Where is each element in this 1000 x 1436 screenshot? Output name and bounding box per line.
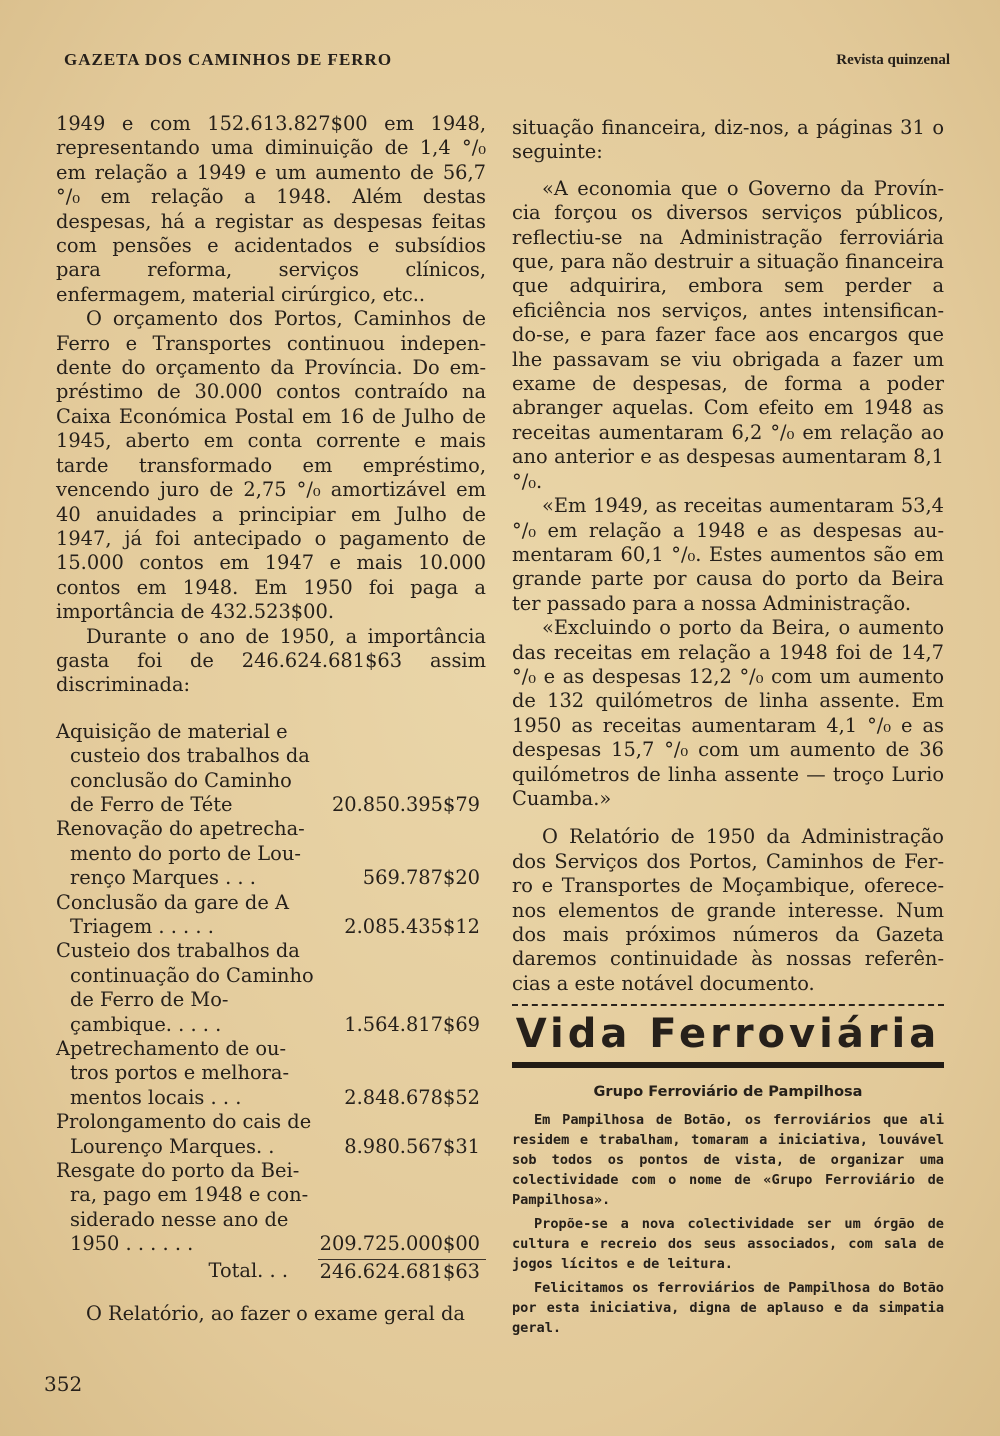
expense-table <box>56 720 486 1284</box>
total-amount: 246.624.681$63 <box>318 1259 486 1284</box>
row-amount: 20.850.395$79 <box>331 792 480 816</box>
running-header-subtitle: Revista quinzenal <box>836 52 950 68</box>
quote-paragraph: «A economia que o Governo da Província forçou os diversos serviços públicos, reflectiu-se na Administração ferroviária que, para não destruir a situação financeira que adquirira, embora sem perder a eficiência nos serviços, antes intensificando-se, e para fazer face aos encargos que lhe passavam se viu obrigada a fazer um exame de despesas, de forma a poder abranger aquelas. Com efeito em 1948 as receitas aumentaram 6,2 °/₀ em relação ao ano anterior e as despesas aumentaram 8,1 °/₀. <box>512 176 944 493</box>
row-amount: 8.980.567$31 <box>344 1134 480 1158</box>
row-description: Prolongamento do cais de Lourenço Marques. . <box>56 1110 312 1158</box>
news-paragraph: Em Pampilhosa de Botão, os ferroviários que ali residem e trabalham, tomaram a iniciativa, louvável sob todos os pontos de vista, de organizar uma colectividade com o nome de «Grupo Ferroviário de Pampilhosa». <box>512 1112 944 1209</box>
row-description: Custeio dos trabalhos da continuação do Caminho de Ferro de Moçambique. . . . . <box>56 939 314 1036</box>
right-column <box>512 116 944 1338</box>
paragraph: O Relatório, ao fazer o exame geral da <box>86 1302 465 1326</box>
paragraph: situação financeira, diz-nos, a páginas 31 o seguinte: <box>512 116 944 164</box>
row-amount: 2.085.435$12 <box>344 915 480 938</box>
left-column <box>56 112 486 1327</box>
table-row <box>56 817 486 890</box>
quote-paragraph: «Excluindo o porto da Beira, o aumento das receitas em relação a 1948 foi de 14,7 °/₀ e as despesas 12,2 °/₀ com um aumento de 132 quilómetros de linha assente. Em 1950 as receitas aumentaram 4,1 °/₀ e as despesas 15,7 °/₀ com um aumento de 36 quilómetros de linha assente — troço Lurio Cuamba.» <box>512 616 944 810</box>
paragraph: Durante o ano de 1950, a importância gasta foi de 246.624.681$63 assim discriminada: <box>56 624 486 697</box>
row-amount: 1.564.817$69 <box>344 1012 480 1036</box>
table-row <box>56 1037 486 1110</box>
section-subtitle: Grupo Ferroviário de Pampilhosa <box>593 1084 863 1101</box>
paragraph: O Relatório de 1950 da Administração dos Serviços dos Portos, Caminhos de Ferro e Transportes de Moçambique, oferece-nos elementos de grande interesse. Num dos mais próximos números da Gazeta daremos continuidade às nossas referências a este notável documento. <box>512 825 944 995</box>
row-amount: 569.787$20 <box>362 866 480 890</box>
total-label: Total. . . <box>208 1258 288 1282</box>
table-row <box>56 891 486 940</box>
table-row <box>56 720 486 818</box>
row-description: Aquisição de material e custeio dos trabalhos da conclusão do Caminho de Ferro de Téte <box>56 719 310 816</box>
table-total-row <box>56 1259 486 1284</box>
paragraph: 1949 e com 152.613.827$00 em 1948, representando uma diminuição de 1,4 °/₀ em relação a 1949 e um aumento de 56,7 °/₀ em relação a 1948. Além destas despesas, há a registar as despesas feitas com pensões e acidentados e subsídios para reforma, serviços clínicos, enfermagem, material cirúrgico, etc.. <box>56 112 486 306</box>
table-row <box>56 1159 486 1257</box>
row-description: Apetrechamento de outros portos e melhoramentos locais . . . <box>56 1037 290 1109</box>
row-description: Conclusão da gare de A Triagem . . . . . <box>56 890 289 938</box>
section-title: Vida Ferroviária <box>515 1011 941 1058</box>
section-rule <box>512 1062 944 1068</box>
news-section <box>512 1004 944 1338</box>
page-number: 352 <box>44 1372 83 1396</box>
table-row <box>56 1110 486 1159</box>
running-header-title: GAZETA DOS CAMINHOS DE FERRO <box>64 50 393 69</box>
table-row <box>56 939 486 1037</box>
row-description: Renovação do apetrechamento do porto de Lourenço Marques . . . <box>56 817 305 890</box>
paragraph: O orçamento dos Portos, Caminhos de Ferro e Transportes continuou independente do orçamento da Província. Do empréstimo de 30.000 contos contraído na Caixa Económica Postal em 16 de Julho de 1945, aberto em conta corrente e mais tarde transformado em empréstimo, vencendo juro de 2,75 °/₀ amortizável em 40 anuidades a principiar em Julho de 1947, já foi antecipado o pagamento de 15.000 contos em 1947 e mais 10.000 contos em 1948. Em 1950 foi paga a importância de 432.523$00. <box>56 307 486 624</box>
quote-paragraph: «Em 1949, as receitas aumentaram 53,4 °/₀ em relação a 1948 e as despesas aumentaram 60,1 °/₀. Estes aumentos são em grande parte por causa do porto da Beira ter passado para a nossa Administração. <box>512 494 944 615</box>
row-description: Resgate do porto da Beira, pago em 1948 e considerado nesse ano de 1950 . . . . . . <box>56 1159 309 1256</box>
row-amount: 2.848.678$52 <box>344 1085 480 1109</box>
row-amount: 209.725.000$00 <box>319 1232 480 1256</box>
news-paragraph: Propõe-se a nova colectividade ser um órgão de cultura e recreio dos seus associados, com sala de jogos lícitos e de leitura. <box>512 1216 944 1273</box>
news-paragraph: Felicitamos os ferroviários de Pampilhosa do Botão por esta iniciativa, digna de aplauso e da simpatia geral. <box>512 1280 944 1337</box>
